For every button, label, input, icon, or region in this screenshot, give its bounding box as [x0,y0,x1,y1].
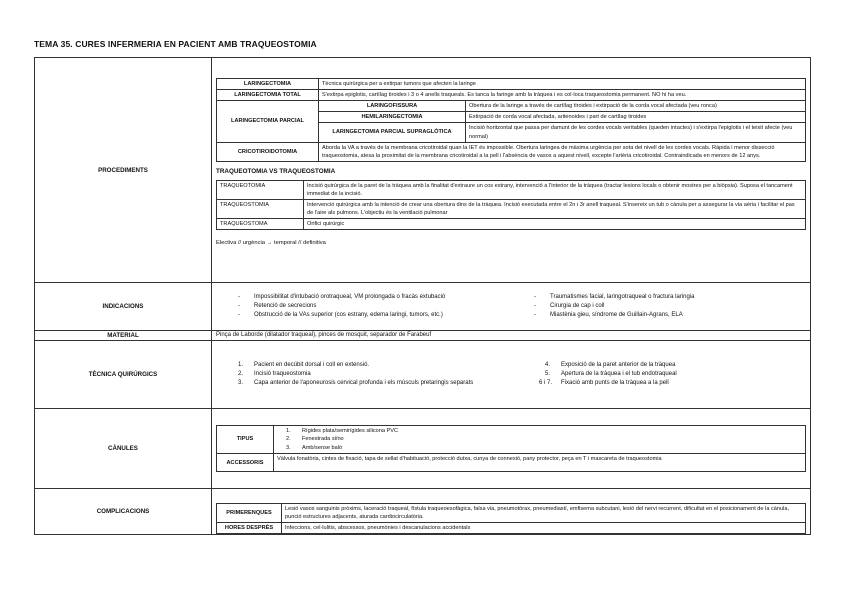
list-item: 2. Fenestrada si/no [286,436,344,443]
def-traqueostoma: Orifici quirúrgic [304,219,806,230]
term-traqueostoma: TRAQUEOSTOMA [217,219,304,230]
indicacions-left-list [236,293,510,321]
indicacions-right-list [532,293,806,321]
list-item: 3. Amb/sense baló [286,444,343,451]
tecnica-left-list [236,361,499,389]
list-item: 5. Apertura de la tràquea i el tub endotraqueal [545,370,677,377]
tecnica-right-list [539,361,806,389]
def-laringofissura: Obertura de la laringe a través de cartílag tiroides i extirpació de la corda vocal afectada (veu ronca) [466,101,806,112]
section-label-canules: CÀNULES [35,409,212,489]
def-supraglotica: Incisió horitzontal que passa per damunt de les cordes vocals veritables (queden intactes) i s'extirpa l'epiglotis i el teixit afecte (veu normal) [466,123,806,142]
section-label-indicacions: INDICACIONS [35,283,212,331]
list-item: - Miastènia gieu, síndrome de Guillain-Agrans, ELA [534,312,683,319]
list-item: - Retenció de secrecions [238,302,317,309]
page-title: TEMA 35. CURES INFERMERIA EN PACIENT AMB TRAQUEOSTOMIA [34,39,317,49]
term-traqueostomia: TRAQUEOSTOMIA [217,200,304,219]
list-item: 2. Incisió traqueostomia [238,370,311,377]
list-item: 3. Capa anterior de l'aponeurosis cervical profunda i els músculs pretaringis separats [238,380,474,387]
list-item: 4. Exposició de la paret anterior de la tràquea [545,361,676,368]
term-tipus: TIPUS [217,425,274,454]
procediments-footer: Electiva // urgència → temporal // definitiva [216,240,326,247]
list-item: - Cirurgia de cap i coll [534,302,605,309]
term-total: LARINGECTOMIA TOTAL [217,90,319,101]
tipus-list [284,427,802,453]
def-hemilaringectomia: Extirpació de corda vocal afectada, aritenoides i part de cartílag tiroides [466,112,806,123]
section-label-complicacions: COMPLICACIONS [35,489,212,535]
traq-subtitle: TRAQUEOTOMIA VS TRAQUEOSTOMIA [216,167,336,175]
def-total: S'extirpa epiglotis, cartílag tiroides i 3 o 4 anells traqueals. Es tanca la faringe amb la tràquea i es col·loca traqueostomia permanent. NO hi ha veu. [319,90,806,101]
list-item: 1. Pacient en decúbit dorsal i coll en extensió. [238,361,370,368]
def-hores-despres: Infeccions, cel·lulitis, abscessos, pneumònies i descanulacions accidentals [282,523,806,534]
term-traqueotomia: TRAQUEOTOMIA [217,180,304,199]
term-laringectomia: LARINGECTOMIA [217,79,319,90]
laringectomia-table [216,78,806,162]
list-item: - Obstrucció de la VAs superior (cos estrany, edema laringi, tumors, etc.) [238,312,443,319]
summary-table [34,57,811,535]
term-supraglotica: LARINGECTOMIA PARCIAL SUPRAGLÒTICA [319,123,466,142]
canules-table [216,425,806,473]
term-accessoris: ACCESSORIS [217,454,274,472]
term-laringofissura: LARINGOFISSURA [319,101,466,112]
complicacions-table [216,503,806,534]
traqueo-table [216,180,806,231]
term-hores-despres: HORES DESPRÉS [217,523,282,534]
list-item: - Impossibilitat d'intubació orotraqueal, VM prolongada o fracàs extubació [238,293,446,300]
def-traqueostomia: Intervenció quirúrgica amb la intenció de crear una obertura dins de la tràquea. Incisió executada entre el 2n i 3r anell traqueal. S'insereix un tub o cànula per a assegurar la via aèria i facilitar el pas de l'aire als pulmons. L'objectiu és la ventilació pulmonar [304,200,806,219]
section-label-procediments: PROCEDIMENTS [35,58,212,283]
term-primerenques: PRIMERENQUES [217,504,282,523]
term-hemilaringectomia: HEMILARINGECTOMIA [319,112,466,123]
def-laringectomia: Tècnica quirúrgica per a extirpar tumors que afecten la laringe [319,79,806,90]
def-cricotiroidotomia: Aborda la VA a través de la membrana cricotiroidal quan la IET és impossible. Obertura laringea de màxima urgència per sota del nivell de les cordes vocals. Ràpida i menor dissecció traqueostomia, atesa la proximitat de la membrana cricotiroidal a la pell i l'absència de vasos a aquest nivell, excepte l'artèria cricotiroidal. Contraindicada en menors de 12 anys. [319,142,806,161]
section-label-tecnica: TÈCNICA QUIRÚRGICS [35,341,212,409]
def-traqueotomia: Incisió quirúrgica de la paret de la tràquea amb la finalitat d'extraure un cos estrany, intervenció a l'interior de la tràquea (tractar lesions locals o obtenir mostres per a biòpsia). Suposa el tancament immediat de la incisió. [304,180,806,199]
term-parcial: LARINGECTOMIA PARCIAL [217,101,319,142]
def-accessoris: Vàlvula fonatòria, cintes de fixació, tapa de sellat d'habituació, protecció dutxa, cunya de connexió, pany protector, peça en T i mascareta de traqueostomia [274,454,806,472]
def-primerenques: Lesió vasos sanguinis pròxims, laceració traqueal, fístula traqueoesofàgica, falsa via, pneumotòrax, pneumediastí, emfisema subcutani, lesió del nervi recurrent, dificultat en el posicionament de la cànula, punció estructures adjacents, aturada cardiocirculatòria. [282,504,806,523]
term-cricotiroidotomia: CRICOTIROIDOTOMIA [217,142,319,161]
list-item: - Traumatismes facial, laringotraqueal o fractura laringia [534,293,695,300]
list-item: 6 i 7. Fixació amb punts de la tràquea a la pell [539,380,669,387]
section-label-material: MATERIAL [35,331,212,341]
material-text: Pinça de Laborde (dilatador traqueal), pinces de mosquit, separador de Farabeuf [212,331,811,341]
list-item: 1. Rígides plata/semirígides silicona PVC [286,427,399,434]
